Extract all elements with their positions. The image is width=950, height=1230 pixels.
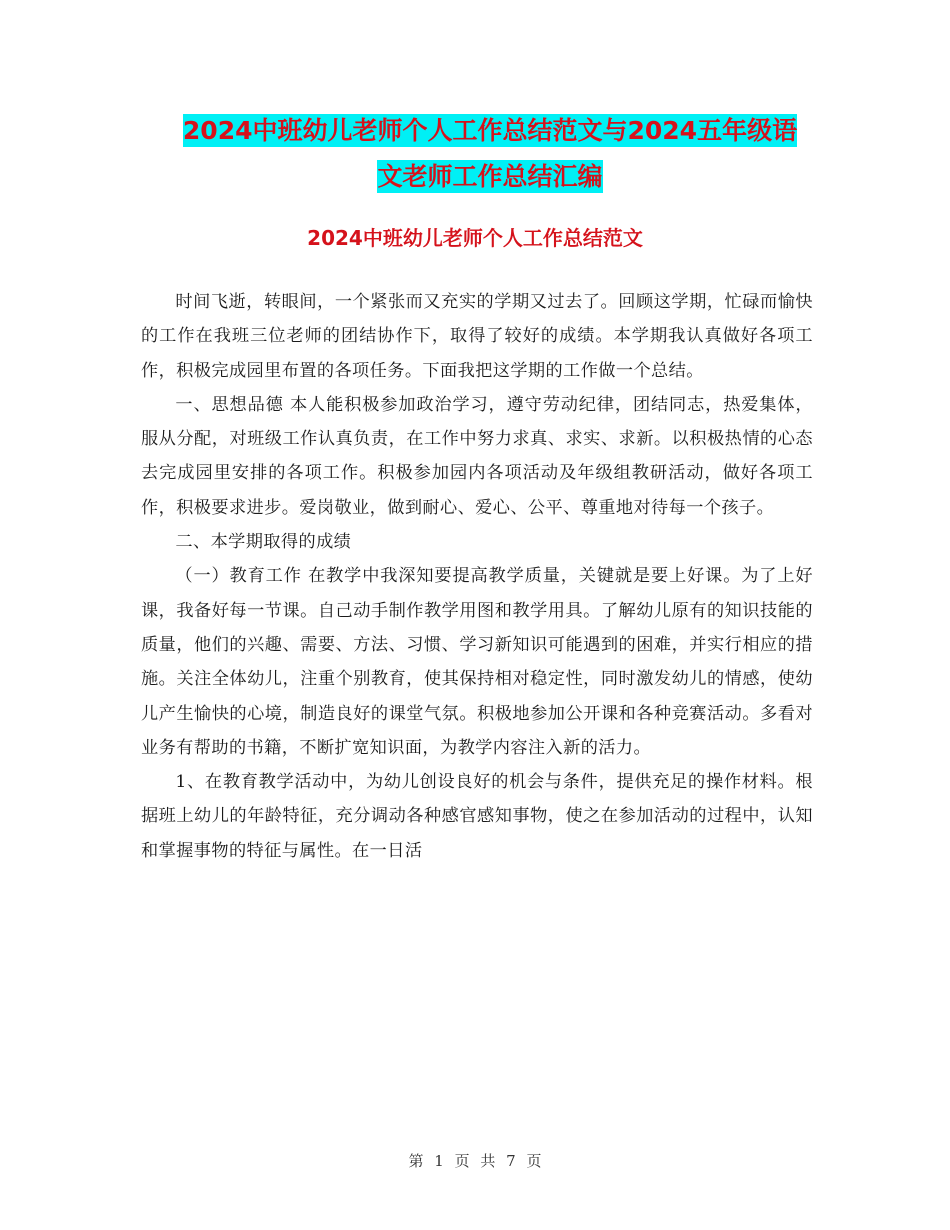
section-title: 2024中班幼儿老师个人工作总结范文 bbox=[307, 226, 643, 250]
paragraph: 时间飞逝，转眼间，一个紧张而又充实的学期又过去了。回顾这学期，忙碌而愉快的工作在我班三位老师的团结协作下，取得了较好的成绩。本学期我认真做好各项工作，积极完成园里布置的各项任务。下面我把这学期的工作做一个总结。 bbox=[141, 292, 813, 381]
document-title-line-2: 文老师工作总结汇编 bbox=[377, 162, 603, 191]
document-title bbox=[140, 108, 840, 200]
page-footer: 第 1 页 共 7 页 bbox=[408, 1152, 542, 1170]
document-body bbox=[141, 285, 813, 868]
paragraph: （一）教育工作 在教学中我深知要提高教学质量，关键就是要上好课。为了上好课，我备好每一节课。自己动手制作教学用图和教学用具。了解幼儿原有的知识技能的质量，他们的兴趣、需要、方法、习惯、学习新知识可能遇到的困难，并实行相应的措施。关注全体幼儿，注重个别教育，使其保持相对稳定性，同时激发幼儿的情感，使幼儿产生愉快的心境，制造良好的课堂气氛。积极地参加公开课和各种竞赛活动。多看对业务有帮助的书籍，不断扩宽知识面，为教学内容注入新的活力。 bbox=[141, 566, 813, 758]
paragraph: 一、思想品德 本人能积极参加政治学习，遵守劳动纪律，团结同志，热爱集体，服从分配，对班级工作认真负责，在工作中努力求真、求实、求新。以积极热情的心态去完成园里安排的各项工作。积极参加园内各项活动及年级组教研活动，做好各项工作，积极要求进步。爱岗敬业，做到耐心、爱心、公平、尊重地对待每一个孩子。 bbox=[141, 394, 813, 518]
document-title-line-1: 2024中班幼儿老师个人工作总结范文与2024五年级语 bbox=[182, 116, 798, 145]
paragraph: 1、在教育教学活动中，为幼儿创设良好的机会与条件，提供充足的操作材料。根据班上幼儿的年龄特征，充分调动各种感官感知事物，使之在参加活动的过程中，认知和掌握事物的特征与属性。在一日活 bbox=[141, 772, 813, 861]
paragraph: 二、本学期取得的成绩 bbox=[175, 532, 352, 553]
